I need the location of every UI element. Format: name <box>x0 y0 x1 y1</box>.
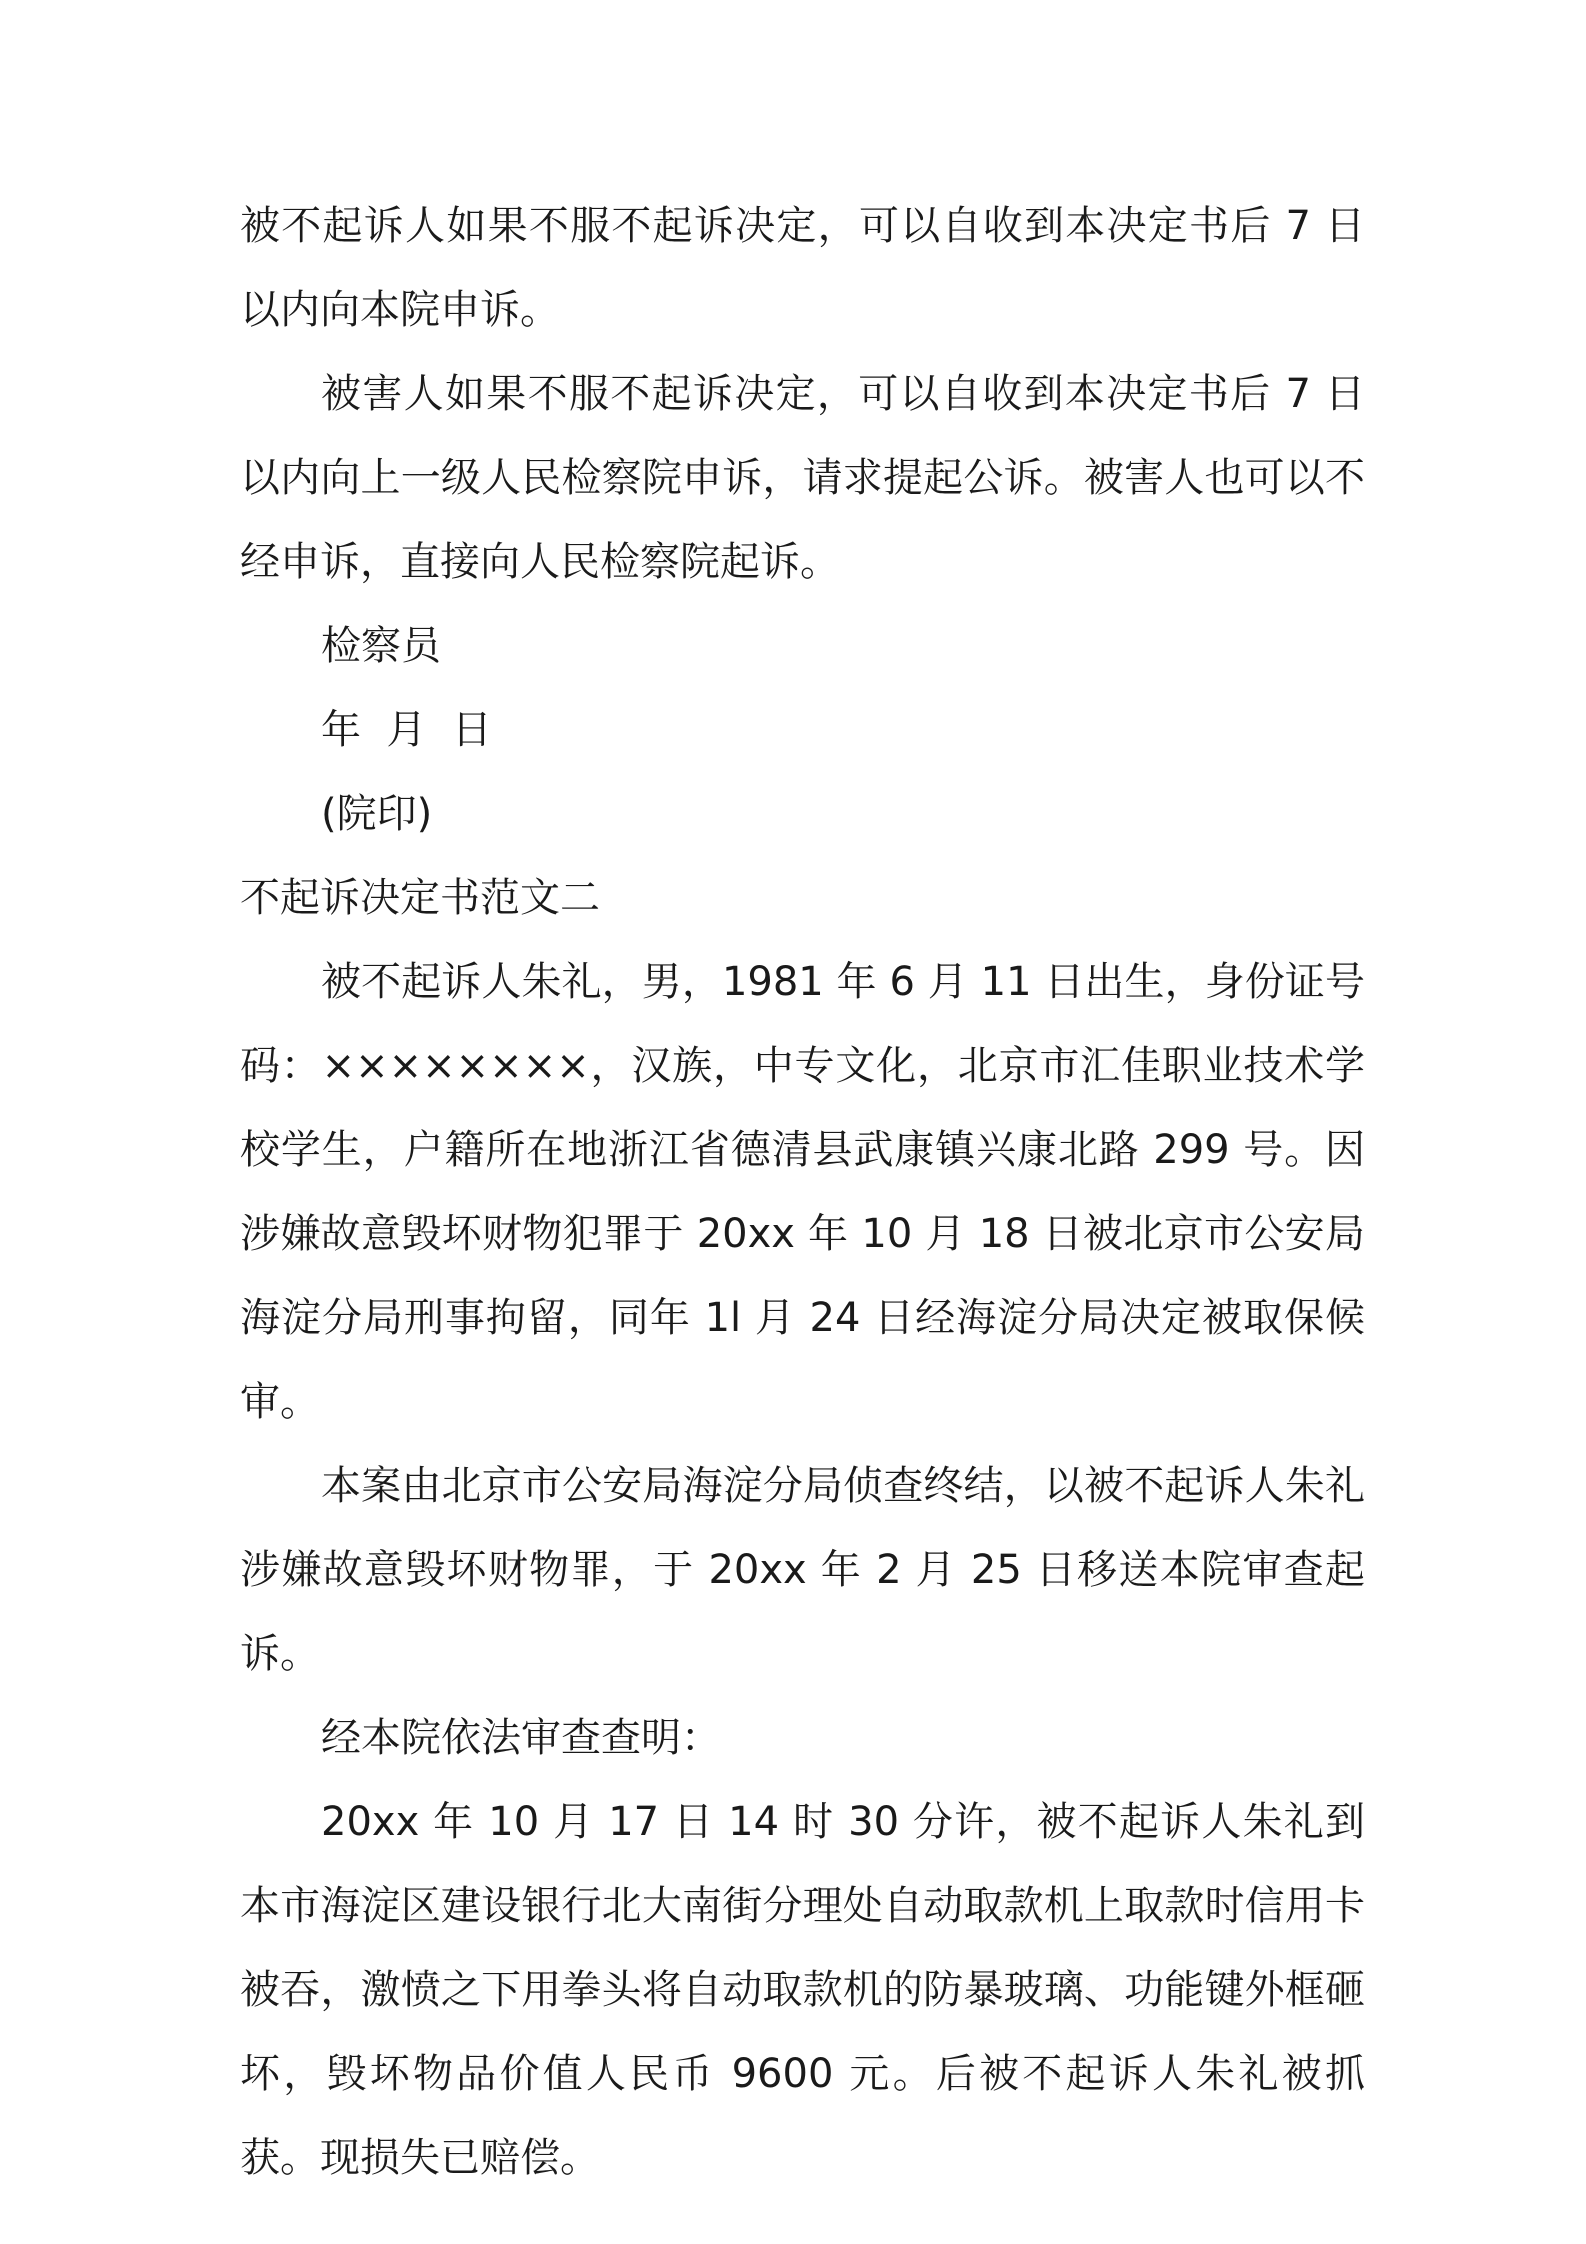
paragraph-review-findings-intro: 经本院依法审查查明： <box>321 1715 721 1761</box>
document-body <box>240 184 1365 2200</box>
paragraph-complaint-by-victim: 被害人如果不服不起诉决定，可以自收到本决定书后 7 日以内向上一级人民检察院申诉，请求提起公诉。被害人也可以不经申诉，直接向人民检察院起诉。 <box>240 371 1365 585</box>
section-heading: 不起诉决定书范文二 <box>240 875 600 921</box>
prosecutor-signature-line: 检察员 <box>321 623 441 669</box>
paragraph-case-facts: 20xx 年 10 月 17 日 14 时 30 分许，被不起诉人朱礼到本市海淀区建设银行北大南街分理处自动取款机上取款时信用卡被吞，激愤之下用拳头将自动取款机的防暴玻璃、功能键外框砸坏，毁坏物品价值人民币 9600 元。后被不起诉人朱礼被抓获。现损失已赔偿。 <box>240 1799 1365 2181</box>
paragraph-case-transfer: 本案由北京市公安局海淀分局侦查终结，以被不起诉人朱礼涉嫌故意毁坏财物罪，于 20xx 年 2 月 25 日移送本院审查起诉。 <box>240 1463 1365 1677</box>
paragraph-defendant-info: 被不起诉人朱礼，男，1981 年 6 月 11 日出生，身份证号码：××××××××，汉族，中专文化，北京市汇佳职业技术学校学生，户籍所在地浙江省德清县武康镇兴康北路 299 号。因涉嫌故意毁坏财物犯罪于 20xx 年 10 月 18 日被北京市公安局海淀分局刑事拘留，同年 1l 月 24 日经海淀分局决定被取保候审。 <box>240 959 1365 1425</box>
paragraph-complaint-by-non-prosecuted: 被不起诉人如果不服不起诉决定，可以自收到本决定书后 7 日以内向本院申诉。 <box>240 203 1365 333</box>
date-line: 年 月 日 <box>321 707 492 753</box>
court-seal-line: (院印) <box>321 791 433 837</box>
